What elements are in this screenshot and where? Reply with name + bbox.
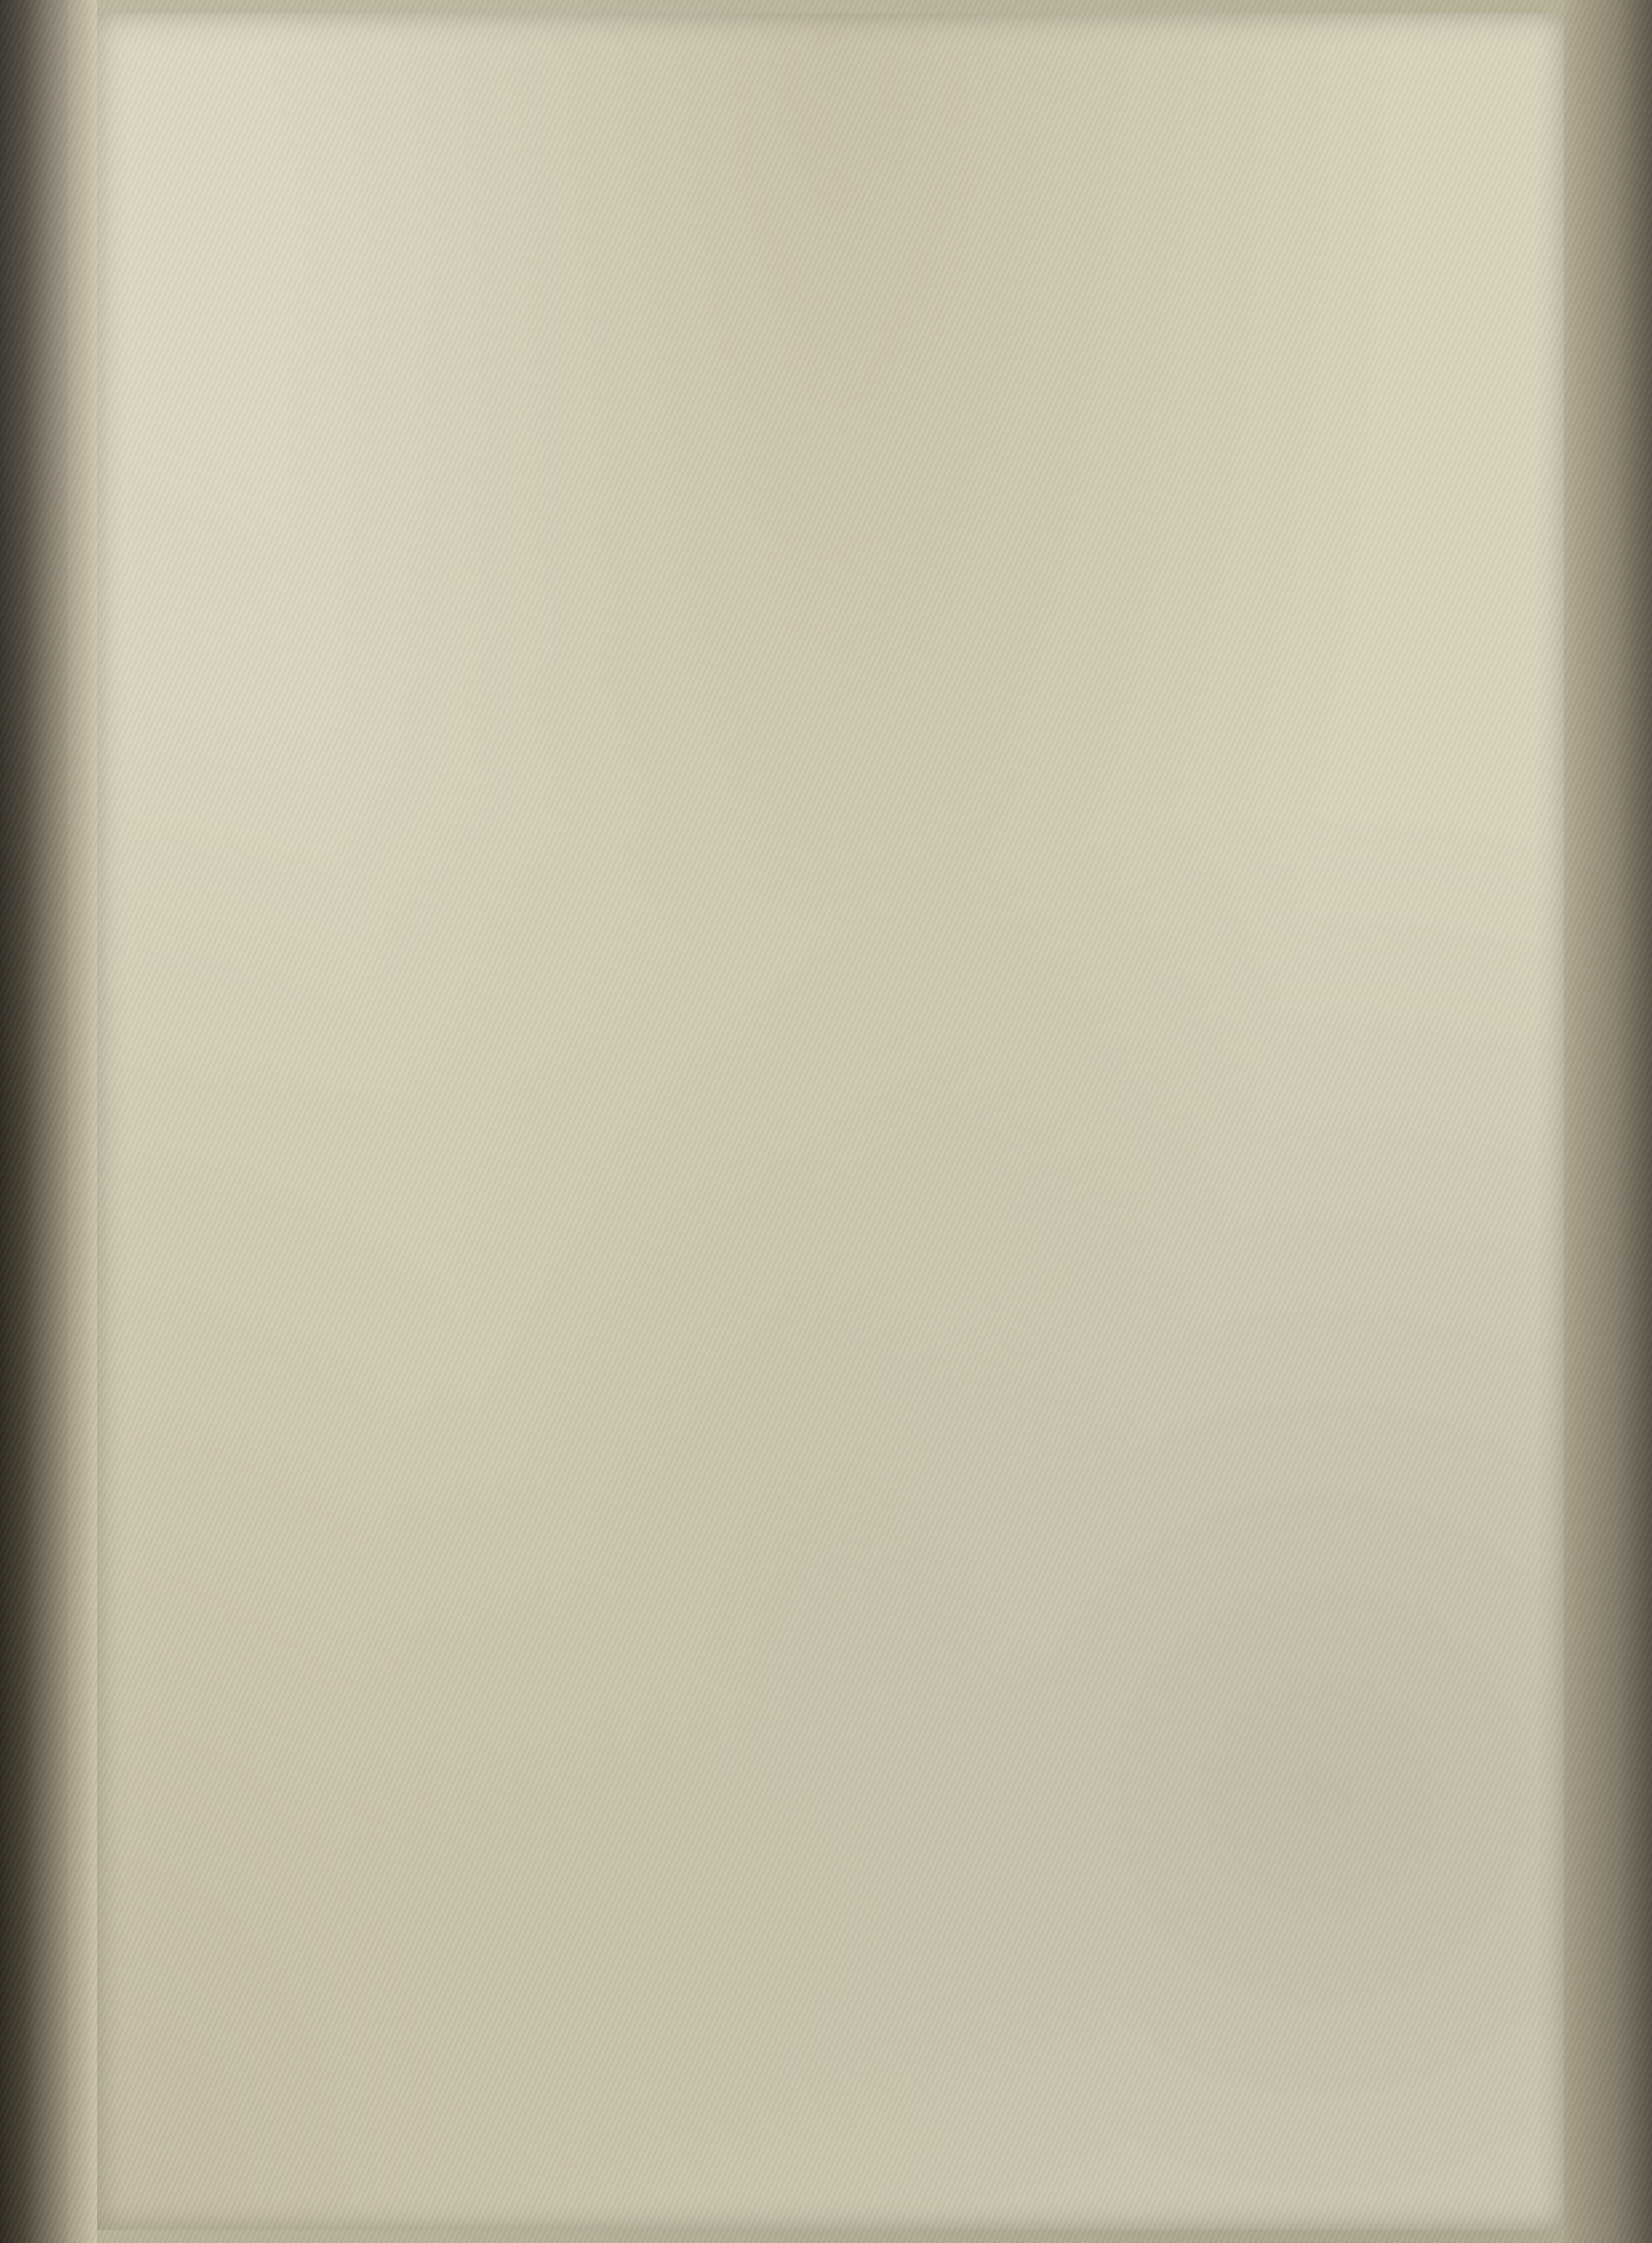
binding-inner-edge	[68, 0, 97, 2243]
binding-gutter	[0, 0, 68, 2243]
printed-sheet	[97, 13, 1564, 2230]
page-right-edge	[1564, 0, 1652, 2243]
